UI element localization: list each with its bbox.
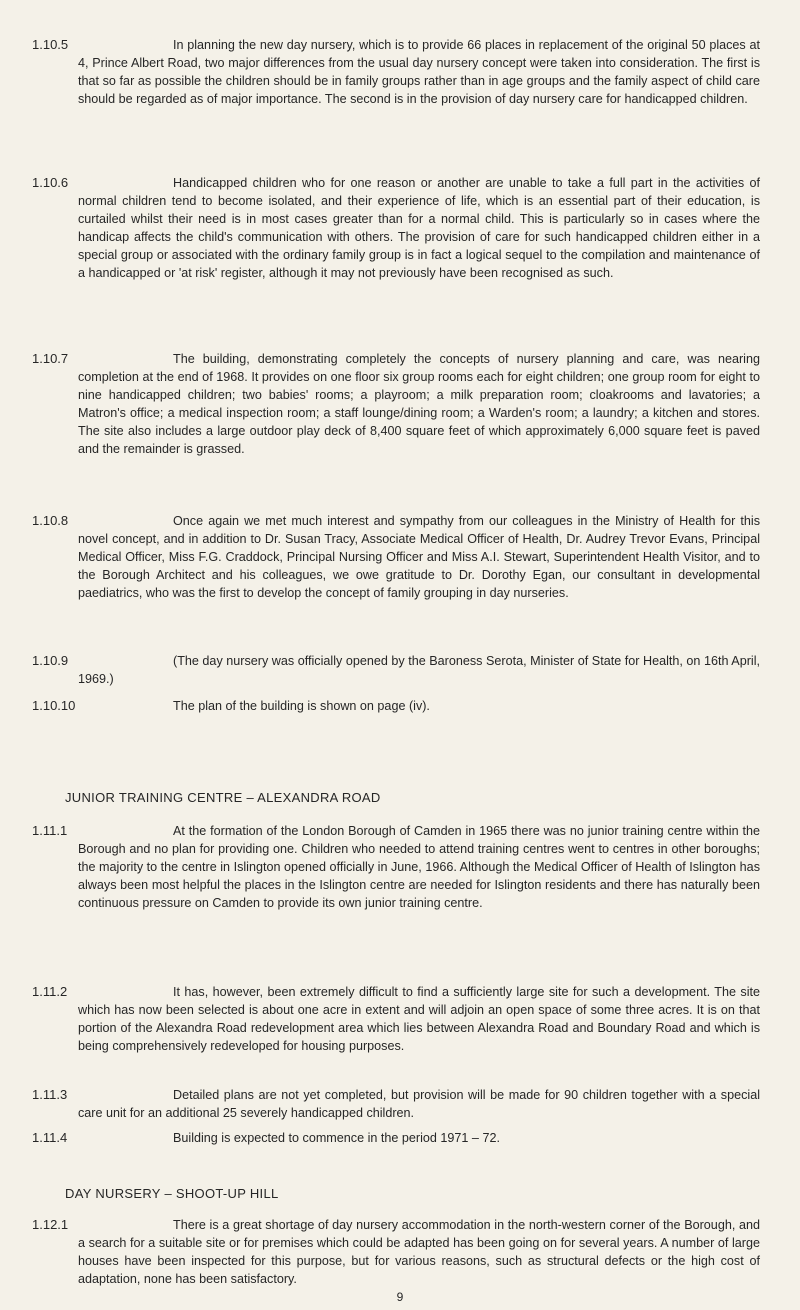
paragraph-text: The building, demonstrating completely the concepts of nursery planning and care, was nearing completion at the end of 1968. It provides on one floor six group rooms each for eight children; one group room for eight to nine handicapped children; two babies' rooms; a playroom; a milk preparation room; cloakrooms and lavatories; a Matron's office; a medical inspection room; a staff lounge/dining room; a Warden's room; a laundry; a kitchen and stores. The site also includes a large outdoor play deck of 8,400 square feet of which approximately 6,000 square feet is paved and the remainder is grassed. — [78, 352, 760, 456]
paragraph-text: There is a great shortage of day nursery accommodation in the north-western corner of the Borough, and a search for a suitable site or for premises which could be adapted has been going on for several years. A number of large houses have been inspected for this purpose, but for various reasons, such as structural defects or the high cost of adaptation, none has been satisfactory. — [78, 1218, 760, 1286]
paragraph-1-11-3 — [32, 1086, 760, 1122]
paragraph-1-11-2 — [32, 983, 760, 1055]
paragraph-text: It has, however, been extremely difficult to find a sufficiently large site for such a development. The site which has now been selected is about one acre in extent and will adjoin an open space of some three acres. It is on that portion of the Alexandra Road redevelopment area which lies between Alexandra Road and Boundary Road and which is being comprehensively redeveloped for housing purposes. — [78, 985, 760, 1053]
paragraph-text: In planning the new day nursery, which is to provide 66 places in replacement of the original 50 places at 4, Prince Albert Road, two major differences from the usual day nursery concept were taken into consideration. The first is that so far as possible the children should be in family groups rather than in age groups and the family aspect of child care should be regarded as of major importance. The second is in the provision of day nursery care for handicapped children. — [78, 38, 760, 106]
paragraph-number: 1.11.3 — [32, 1087, 68, 1102]
paragraph-text: Once again we met much interest and sympathy from our colleagues in the Ministry of Health for this novel concept, and in addition to Dr. Susan Tracy, Associate Medical Officer of Health, Dr. Audrey Trevor Evans, Principal Medical Officer, Miss F.G. Craddock, Principal Nursing Officer and Miss A.I. Stewart, Superintendent Health Visitor, and to the Borough Architect and his colleagues, we owe gratitude to Dr. Dorothy Egan, our consultant in developmental paediatrics, who was the first to develop the concept of family grouping in day nurseries. — [78, 514, 760, 600]
section-heading-junior-training-centre: JUNIOR TRAINING CENTRE – ALEXANDRA ROAD — [65, 790, 381, 805]
paragraph-number: 1.10.8 — [32, 513, 69, 528]
paragraph-1-11-1 — [32, 822, 760, 912]
paragraph-1-10-9 — [32, 652, 760, 688]
paragraph-text: Detailed plans are not yet completed, but provision will be made for 90 children together with a special care unit for an additional 25 severely handicapped children. — [78, 1088, 760, 1120]
paragraph-text: The plan of the building is shown on page (iv). — [173, 699, 430, 713]
paragraph-1-10-6 — [32, 174, 760, 282]
paragraph-1-10-7 — [32, 350, 760, 458]
paragraph-text: At the formation of the London Borough of Camden in 1965 there was no junior training centre within the Borough and no plan for providing one. Children who needed to attend training centres went to centres in other boroughs; the majority to the centre in Islington opened officially in June, 1966. Although the Medical Officer of Health of Islington has always been most helpful the places in the Islington centre are needed for Islington residents and there has naturally been continuous pressure on Camden to provide its own junior training centre. — [78, 824, 760, 910]
paragraph-number: 1.10.5 — [32, 37, 69, 52]
paragraph-number: 1.11.4 — [32, 1130, 68, 1145]
paragraph-number: 1.10.10 — [32, 698, 76, 713]
paragraph-text: (The day nursery was officially opened by the Baroness Serota, Minister of State for Health, on 16th April, 1969.) — [78, 654, 760, 686]
paragraph-1-10-5 — [32, 36, 760, 108]
paragraph-1-10-10 — [32, 697, 760, 715]
paragraph-number: 1.10.9 — [32, 653, 69, 668]
section-heading-day-nursery-shoot-up-hill: DAY NURSERY – SHOOT-UP HILL — [65, 1186, 279, 1201]
paragraph-number: 1.10.6 — [32, 175, 69, 190]
paragraph-number: 1.11.2 — [32, 984, 68, 999]
paragraph-number: 1.11.1 — [32, 823, 68, 838]
paragraph-text: Handicapped children who for one reason or another are unable to take a full part in the activities of normal children tend to become isolated, and their experience of life, which is an essential part of their education, is curtailed whilst their need is in most cases greater than for a normal child. This is particularly so in cases where the handicap affects the child's communication with others. The provision of care for such handicapped children either in a special group or associated with the ordinary family group is in fact a logical sequel to the compilation and maintenance of a handicapped or 'at risk' register, although it may not previously have been recognised as such. — [78, 176, 760, 280]
paragraph-1-10-8 — [32, 512, 760, 602]
paragraph-number: 1.10.7 — [32, 351, 69, 366]
paragraph-1-12-1 — [32, 1216, 760, 1288]
paragraph-number: 1.12.1 — [32, 1217, 69, 1232]
paragraph-text: Building is expected to commence in the period 1971 – 72. — [173, 1131, 500, 1145]
page-number: 9 — [396, 1290, 404, 1304]
paragraph-1-11-4 — [32, 1129, 760, 1147]
